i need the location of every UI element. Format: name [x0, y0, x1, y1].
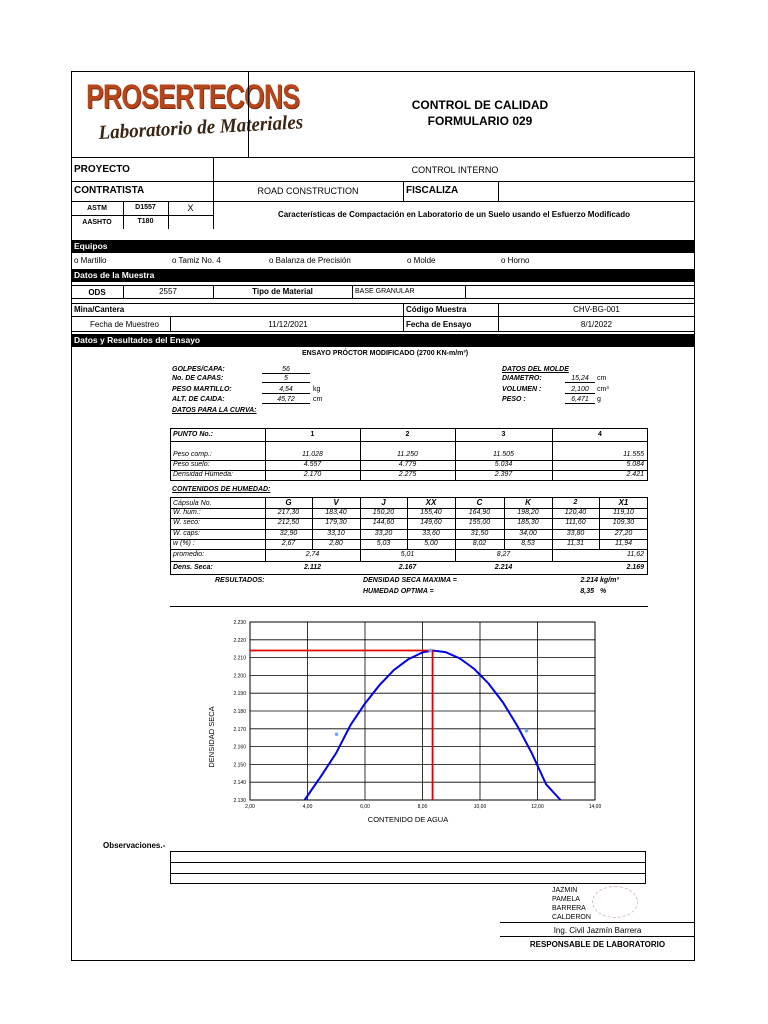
proyecto-label: PROYECTO [74, 164, 130, 175]
table-cell: 11.028 [302, 451, 323, 458]
company-logo-subtitle: Laboratorio de Materiales [98, 111, 304, 144]
x-tick-label: 4,00 [302, 804, 313, 810]
alt-caida-unit: cm [313, 396, 323, 403]
contratista-label: CONTRATISTA [74, 185, 145, 196]
dens-seca-label: Dens. Seca: [173, 564, 213, 571]
table-cell: 185,30 [517, 519, 539, 526]
table-cell: 5.084 [626, 461, 644, 468]
signature-line: BARRERA [552, 905, 586, 912]
table-cell: 5,03 [376, 540, 391, 547]
equipo-molde[interactable]: o Molde [407, 256, 436, 265]
ho-label: HUMEDAD OPTIMA = [363, 588, 434, 595]
capsula-id: XX [425, 498, 437, 507]
humedad-row-label: W. hum.: [173, 509, 201, 516]
promedio-value: 8,27 [496, 551, 511, 558]
data-point [335, 732, 339, 736]
table-cell: 2,80 [329, 540, 343, 547]
equipo-martillo[interactable]: o Martillo [74, 256, 107, 265]
tipo-material-value: BASE GRANULAR [355, 288, 415, 295]
dsm-unit: kg/m³ [600, 577, 619, 584]
table-cell: 34,00 [519, 530, 537, 537]
contratista-value: ROAD CONSTRUCTION [257, 186, 359, 196]
golpes-label: GOLPES/CAPA: [172, 366, 225, 373]
signature-block [552, 886, 591, 922]
signature-line: PAMELA [552, 896, 580, 903]
alt-caida-value: 45,72 [262, 396, 310, 404]
table-cell: 198,20 [517, 509, 539, 516]
datos-molde-title: DATOS DEL MOLDE [502, 366, 569, 373]
table-cell: 2.170 [303, 471, 322, 478]
astm-checkbox[interactable]: X [187, 203, 194, 213]
mina-label: Mina/Cantera [74, 305, 125, 314]
golpes-value: 56 [262, 366, 310, 374]
table-cell: 179,30 [325, 519, 347, 526]
y-tick-label: 2.210 [233, 655, 246, 662]
fecha-ensayo-label: Fecha de Ensayo [406, 320, 472, 329]
table-cell: 33,10 [327, 530, 345, 537]
x-tick-label: 6,00 [360, 804, 370, 810]
punto-header: PUNTO No.: [173, 431, 213, 438]
datos-curva-label: DATOS PARA LA CURVA: [172, 407, 257, 414]
fecha-ensayo-value: 8/1/2022 [580, 320, 613, 329]
punto-number: 3 [501, 431, 506, 438]
humedad-title: CONTENIDOS DE HUMEDAD: [172, 486, 271, 493]
x-tick-label: 2,00 [245, 804, 255, 810]
ho-value: 8,35 [580, 588, 594, 595]
table-cell: 5,00 [424, 540, 438, 547]
y-axis-label: DENSIDAD SECA [207, 706, 216, 768]
capas-value: 5 [262, 375, 310, 383]
y-tick-label: 2.190 [233, 691, 246, 698]
table-cell: 27,20 [614, 530, 633, 537]
equipo-tamiz[interactable]: o Tamiz No. 4 [172, 256, 221, 265]
table-cell: 33,20 [374, 530, 393, 537]
table-cell: 120,40 [564, 509, 587, 516]
y-tick-label: 2.160 [233, 744, 246, 751]
peso-martillo-value: 4,54 [262, 386, 310, 394]
capsula-id: V [333, 498, 339, 507]
peso-comp-label: Peso comp.: [173, 451, 212, 458]
signer-role: RESPONSABLE DE LABORATORIO [529, 940, 666, 949]
promedio-value: 11,62 [627, 551, 644, 558]
y-tick-label: 2.150 [233, 762, 246, 769]
punto-number: 2 [405, 431, 410, 438]
volumen-unit: cm³ [597, 386, 609, 393]
humedad-row-label: w (%) : [173, 540, 195, 547]
capsula-id: X1 [618, 498, 629, 507]
capsula-label: Cápsula No. [173, 500, 212, 507]
equipo-balanza[interactable]: o Balanza de Precisión [269, 256, 351, 265]
y-tick-label: 2.180 [233, 709, 246, 715]
humedad-row-label: W. caps: [173, 530, 200, 537]
table-cell: 155,00 [468, 519, 491, 526]
peso-martillo-unit: kg [313, 386, 321, 393]
fecha-muestreo-value: 11/12/2021 [268, 320, 308, 329]
compaction-chart [190, 612, 640, 832]
table-cell: 150,20 [372, 509, 395, 516]
capsula-id: K [525, 498, 531, 507]
promedio-value: 5,01 [400, 551, 415, 558]
x-tick-label: 10,00 [473, 804, 487, 810]
dens-seca-value: 2.169 [626, 564, 644, 571]
data-point [525, 729, 529, 733]
x-axis-label: CONTENIDO DE AGUA [367, 815, 449, 824]
diametro-value: 15,24 [565, 375, 595, 383]
table-cell: 33,60 [422, 530, 440, 537]
table-cell: 183,40 [325, 509, 347, 516]
codigo-muestra-label: Código Muestra [406, 305, 467, 314]
peso-martillo-label: PESO MARTILLO: [172, 386, 232, 393]
data-point [428, 649, 432, 653]
table-cell: 11.555 [623, 451, 644, 458]
table-cell: 111,60 [565, 519, 586, 526]
dsm-value: 2.214 [580, 577, 598, 584]
x-tick-label: 8,00 [417, 804, 428, 810]
y-tick-label: 2.200 [233, 673, 246, 680]
equipos-bar: Equipos [71, 240, 695, 253]
y-tick-label: 2.230 [233, 620, 246, 626]
form-title: CONTROL DE CALIDAD [411, 98, 549, 112]
promedio-label: promedio: [173, 551, 205, 558]
stamp-icon [592, 886, 638, 918]
ods-value: 2557 [159, 287, 177, 296]
capsula-id: 2 [573, 499, 578, 506]
table-cell: 5.034 [494, 461, 513, 468]
form-number: FORMULARIO 029 [427, 114, 533, 128]
x-tick-label: 14,00 [588, 804, 602, 810]
capsula-id: C [476, 498, 483, 507]
capas-label: No. DE CAPAS: [172, 375, 224, 382]
x-tick-label: 12,00 [531, 804, 544, 810]
codigo-muestra-value: CHV-BG-001 [573, 305, 620, 314]
table-cell: 8,53 [521, 540, 535, 547]
observaciones-box[interactable] [170, 851, 646, 884]
company-logo-text: PROSERTECONS [86, 78, 300, 116]
resultados-bar: Datos y Resultados del Ensayo [71, 334, 695, 347]
promedio-value: 2,74 [305, 551, 320, 558]
peso-molde-label: PESO : [502, 396, 526, 403]
astm-label: ASTM [87, 205, 107, 212]
table-cell: 4.557 [303, 461, 322, 468]
table-cell: 119,10 [613, 509, 634, 516]
table-cell: 11.505 [493, 451, 514, 458]
aashto-label: AASHTO [82, 219, 112, 226]
alt-caida-label: ALT. DE CAIDA: [172, 396, 225, 403]
table-cell: 4.779 [398, 461, 417, 468]
ods-label: ODS [88, 288, 106, 297]
muestra-bar: Datos de la Muestra [71, 269, 695, 282]
signature-line: JAZMIN [552, 887, 578, 894]
tipo-material-label: Tipo de Material [252, 287, 313, 296]
humedad-row-label: W. seco: [173, 519, 200, 526]
y-tick-label: 2.170 [233, 726, 246, 733]
peso-suelo-label: Peso suelo: [173, 461, 210, 468]
y-tick-label: 2.220 [233, 637, 246, 644]
table-cell: 2.275 [398, 471, 417, 478]
diametro-unit: cm [597, 375, 607, 382]
table-cell: 11,31 [567, 540, 584, 547]
table-cell: 144,60 [372, 519, 395, 526]
table-cell: 31,50 [470, 530, 489, 537]
observaciones-label: Observaciones.- [103, 841, 166, 850]
dens-seca-value: 2.112 [304, 564, 321, 571]
punto-number: 1 [310, 431, 315, 438]
table-cell: 11,94 [615, 540, 632, 547]
table-cell: 32,90 [279, 530, 298, 537]
punto-number: 4 [598, 431, 602, 438]
proyecto-value: CONTROL INTERNO [411, 165, 499, 175]
table-cell: 2.397 [494, 471, 513, 478]
volumen-label: VOLUMEN : [502, 386, 542, 393]
dsm-label: DENSIDAD SECA MAXIMA = [363, 577, 457, 584]
ensayo-title: ENSAYO PRÓCTOR MODIFICADO (2700 KN-m/m³) [301, 350, 469, 357]
peso-molde-value: 6,471 [565, 396, 595, 404]
table-cell: 155,40 [420, 509, 442, 516]
table-cell: 212,50 [277, 519, 300, 526]
signer-name: Ing. Civil Jazmín Barrera [553, 926, 642, 935]
y-tick-label: 2.140 [233, 780, 246, 787]
resultados-label: RESULTADOS: [215, 577, 265, 584]
table-cell: 149,60 [420, 519, 442, 526]
table-cell: 11.250 [397, 451, 418, 458]
table-cell: 2.421 [626, 471, 644, 478]
table-cell: 164,90 [468, 509, 491, 516]
astm-code: D1557 [135, 204, 156, 211]
table-cell: 2,67 [281, 540, 296, 547]
peso-molde-unit: g [597, 396, 601, 403]
table-cell: 33,80 [566, 530, 585, 537]
signature-line: CALDERON [552, 914, 591, 921]
volumen-value: 2,100 [565, 386, 595, 394]
aashto-code: T180 [137, 218, 154, 225]
dens-seca-value: 2.214 [494, 564, 513, 571]
fecha-muestreo-label: Fecha de Muestreo [90, 320, 159, 329]
table-cell: 8,02 [472, 540, 487, 547]
ho-unit: % [600, 588, 607, 595]
equipo-horno[interactable]: o Horno [501, 256, 530, 265]
test-description: Características de Compactación en Laboratorio de un Suelo usando el Esfuerzo Modificado [277, 210, 631, 219]
table-cell: 217,30 [277, 509, 300, 516]
diametro-label: DIAMETRO: [502, 375, 542, 382]
densidad-humeda-label: Densidad Húmeda: [173, 471, 233, 478]
dens-seca-value: 2.167 [398, 564, 417, 571]
table-cell: 109,30 [612, 519, 635, 526]
capsula-id: J [381, 498, 386, 507]
fiscaliza-label: FISCALIZA [406, 185, 459, 196]
y-tick-label: 2.130 [233, 798, 246, 804]
capsula-id: G [285, 498, 292, 507]
